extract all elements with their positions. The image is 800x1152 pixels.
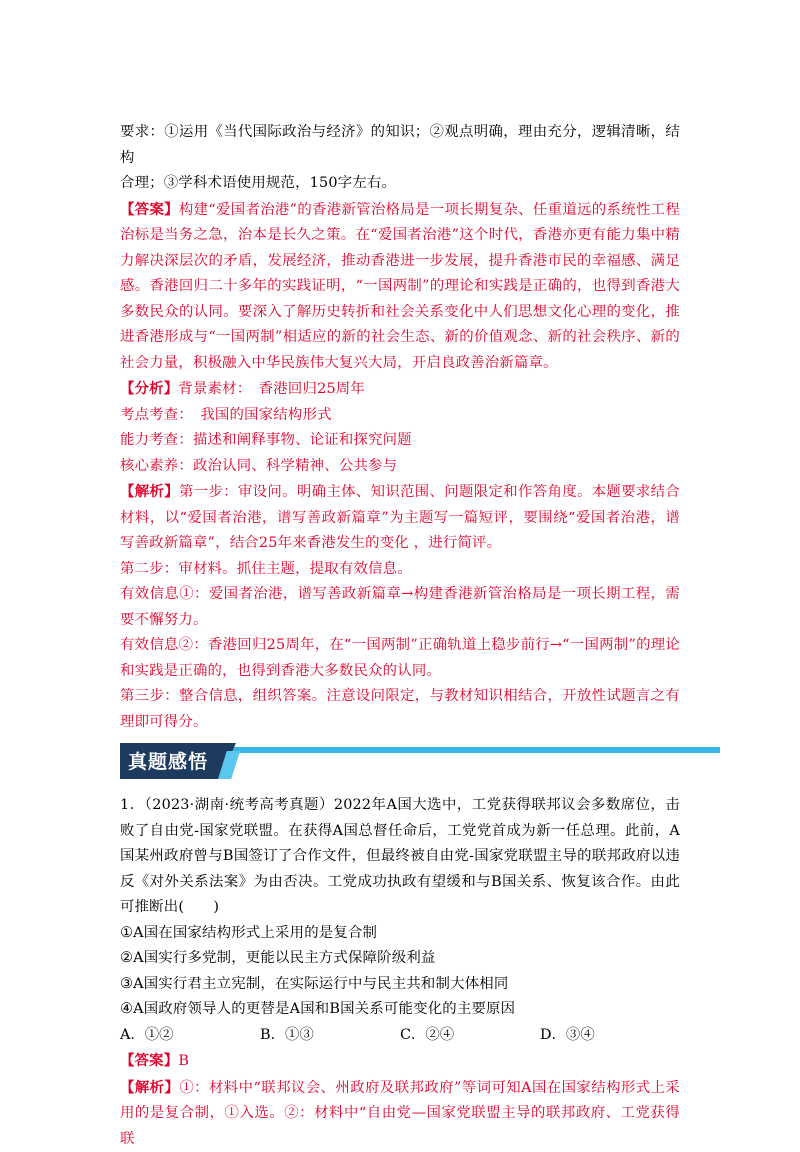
question-stem: 1．（2023·湖南·统考高考真题）2022年A国大选中，工党获得联邦议会多数席位，击败了自由党-国家党联盟。在获得A国总督任命后，工党党首成为新一任总理。此前，A国某州政府曾与B国签订了合作文件，但最终被自由党-国家党联盟主导的联邦政府以违反《对外关系法案》为由否决。工党成功执政有望缓和与B国关系、恢复该合作。由此可推断出( ) [120, 793, 680, 921]
requirement-line-1: 要求：①运用《当代国际政治与经济》的知识；②观点明确，理由充分，逻辑清晰，结构 [120, 124, 680, 166]
analysis-literacy: 核心素养：政治认同、科学精神、公共参与 [120, 458, 397, 474]
analysis-background: 背景素材： 香港回归25周年 [178, 381, 365, 397]
explanation-label-2: 【解析】 [120, 1079, 179, 1096]
document-page [120, 120, 680, 1152]
section-banner [120, 743, 680, 779]
section-title: 真题感悟 [128, 747, 208, 774]
requirement-line-2: 合理；③学科术语使用规范，150字左右。 [120, 175, 396, 191]
option-a: A．①② [120, 1023, 260, 1049]
answer-options [120, 1023, 680, 1049]
analysis-exam-point: 考点考查： 我国的国家结构形式 [120, 407, 332, 423]
question-items [120, 921, 680, 1023]
option-d: D．③④ [540, 1023, 680, 1049]
question-item-4: ④A国政府领导人的更替是A国和B国关系可能变化的主要原因 [120, 1001, 515, 1017]
analysis-block [120, 376, 680, 479]
question-item-1: ①A国在国家结构形式上采用的是复合制 [120, 925, 377, 941]
question-item-3: ③A国实行君主立宪制，在实际运行中与民主共和制大体相同 [120, 976, 508, 992]
explanation-step-2: 第二步：审材料。抓住主题，提取有效信息。 [120, 561, 412, 577]
explanation-block-2 [120, 1075, 680, 1152]
answer-block-1 [120, 197, 680, 377]
explanation-label: 【解析】 [120, 483, 179, 500]
explanation-info-2: 有效信息②：香港回归25周年，在“一国两制”正确轨道上稳步前行→“一国两制”的理论和实践是正确的，也得到香港大多数民众的认同。 [120, 637, 680, 679]
answer-block-2 [120, 1048, 680, 1075]
explanation-step-3: 第三步：整合信息，组织答案。注意设问限定，与教材知识相结合，开放性试题言之有理即可得分。 [120, 688, 680, 730]
analysis-label: 【分析】 [120, 380, 178, 397]
explanation-block-1 [120, 479, 680, 735]
answer-label-2: 【答案】 [120, 1052, 178, 1069]
answer-text: 构建“爱国者治港”的香港新管治格局是一项长期复杂、任重道远的系统性工程治标是当务之急，治本是长久之策。在“爱国者治港”这个时代，香港亦更有能力集中精力解决深层次的矛盾，发展经济，推动香港进一步发展，提升香港市民的幸福感、满足感。香港回归二十多年的实践证明，“一国两制”的理论和实践是正确的，也得到香港大多数民众的认同。要深入了解历史转折和社会关系变化中人们思想文化心理的变化，推进香港形成与“一国两制”相适应的新的社会生态、新的价值观念、新的社会秩序、新的社会力量，积极融入中华民族伟大复兴大局，开启良政善治新篇章。 [120, 202, 680, 371]
banner-line [210, 747, 720, 753]
question-item-2: ②A国实行多党制，更能以民主方式保障阶级利益 [120, 950, 436, 966]
option-b: B．①③ [260, 1023, 400, 1049]
analysis-ability: 能力考查：描述和阐释事物、论证和探究问题 [120, 432, 412, 448]
explanation-info-1: 有效信息①：爱国者治港，谱写善政新篇章→构建香港新管治格局是一项长期工程，需要不懈努力。 [120, 586, 680, 628]
option-c: C．②④ [400, 1023, 540, 1049]
answer-label: 【答案】 [120, 201, 179, 218]
answer-value: B [178, 1053, 189, 1069]
explanation-text-2: ①：材料中“联邦议会、州政府及联邦政府”等词可知A国在国家结构形式上采用的是复合制，①入选。②：材料中“自由党—国家党联盟主导的联邦政府、工党获得联 [120, 1080, 680, 1147]
explanation-step-1: 第一步：审设问。明确主体、知识范围、问题限定和作答角度。本题要求结合材料，以“爱国者治港，谱写善政新篇章”为主题写一篇短评，要围绕“爱国者治港，谱写善政新篇章”，结合25年来香港发生的变化 ，进行简评。 [120, 484, 680, 551]
requirement-text [120, 120, 680, 197]
